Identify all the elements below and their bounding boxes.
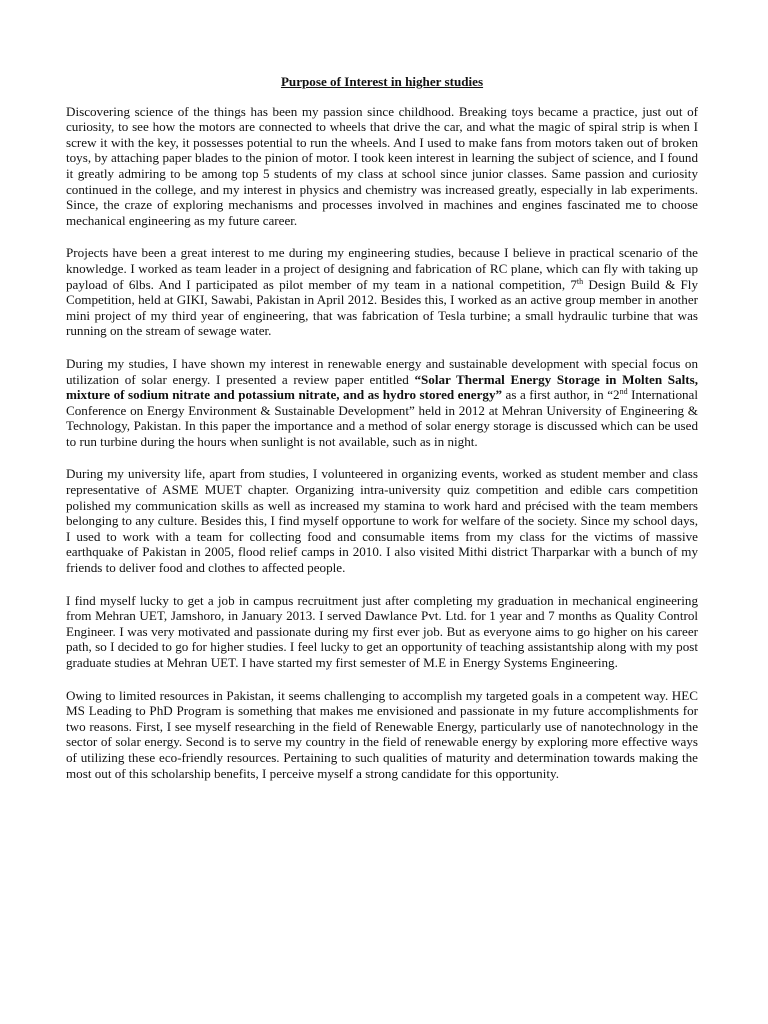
ordinal-suffix: th bbox=[576, 276, 584, 286]
paragraph-engineering-projects bbox=[66, 245, 698, 339]
renewable-text-middle: as a first author, in “2 bbox=[502, 387, 620, 403]
projects-text-start: Projects have been a great interest to me during my engineering studies, because I believe in practical scenario of the knowledge. I worked as team leader in a project of designing and fabrication of RC plane, which can fly with taking up payload of 6lbs. And I participated as pilot member of my team in a national competition, 7 bbox=[66, 245, 698, 292]
renewable-text-end: International Conference on Energy Environment & Sustainable Development” held in 2012 at Mehran University of Engineering & Technology, Pakistan. In this paper the importance and a method of solar energy storage is discussed which can be used to run turbine during the hours when sunlight is not available, such as in night. bbox=[66, 387, 698, 449]
paragraph-goals: Owing to limited resources in Pakistan, it seems challenging to accomplish my targeted goals in a competent way. HEC MS Leading to PhD Program is something that makes me envisioned and passionate in my future accomplishments for two reasons. First, I see myself researching in the field of Renewable Energy, particularly use of nanotechnology in the sector of solar energy. Second is to serve my country in the field of renewable energy by exploring more effective ways of utilizing these eco-friendly resources. Pertaining to such qualities of maturity and determination towards making the most out of this scholarship benefits, I perceive myself a strong candidate for this opportunity. bbox=[66, 687, 698, 781]
paragraph-renewable-energy bbox=[66, 356, 698, 450]
ordinal-suffix: nd bbox=[619, 387, 628, 397]
renewable-text-start: During my studies, I have shown my interest in renewable energy and sustainable development with special focus on utilization of solar energy. I presented a review paper entitled bbox=[66, 355, 698, 387]
paragraph-university-life: During my university life, apart from studies, I volunteered in organizing events, worked as student member and class representative of ASME MUET chapter. Organizing intra-university quiz competition and edible cars competition polished my communication skills as well as increased my stamina to work hard and précised with the team members belonging to any culture. Besides this, I find myself opportune to work for welfare of the society. Since my school days, I used to work with a team for collecting food and consumable items from my class for the victims of massive earthquake of Pakistan in 2005, flood relief camps in 2010. I also visited Mithi district Tharparkar with a bunch of my friends to deliver food and clothes to affected people. bbox=[66, 466, 698, 576]
document-title: Purpose of Interest in higher studies bbox=[280, 74, 484, 89]
paragraph-career: I find myself lucky to get a job in campus recruitment just after completing my graduation in mechanical engineering from Mehran UET, Jamshoro, in January 2013. I served Dawlance Pvt. Ltd. for 1 year and 7 months as Quality Control Engineer. I was very motivated and passionate during my first ever job. But as everyone aims to go higher on his career path, so I decided to go for higher studies. I feel lucky to get an opportunity of teaching assistantship along with my post graduate studies at Mehran UET. I have started my first semester of M.E in Energy Systems Engineering. bbox=[66, 592, 698, 670]
paper-title: “Solar Thermal Energy Storage in Molten Salts, mixture of sodium nitrate and potassium nitrate, and as hydro stored energy” bbox=[66, 371, 698, 403]
projects-text-end: Design Build & Fly Competition, held at GIKI, Sawabi, Pakistan in April 2012. Besides this, I worked as an active group member in another mini project of my third year of engineering, that was fabrication of Tesla turbine; a small hydraulic turbine that was running on the stream of sewage water. bbox=[66, 276, 698, 339]
paragraph-childhood-passion: Discovering science of the things has been my passion since childhood. Breaking toys became a practice, just out of curiosity, to see how the motors are connected to wheels that drive the car, and what the magic of spiral strip is when I screw it with the key, it possesses potential to run the wheels. And I used to make fans from motors taken out of broken toys, by attaching paper blades to the pinion of motor. I took keen interest in learning the subject of science, and I found it greatly admiring to be among top 5 students of my class at school since junior classes. Same passion and curiosity continued in the college, and my interest in physics and chemistry was increased greatly, especially in lab experiments. Since, the craze of exploring mechanisms and processes involved in machines and engines fascinated me to choose mechanical engineering as my future career. bbox=[66, 103, 698, 228]
